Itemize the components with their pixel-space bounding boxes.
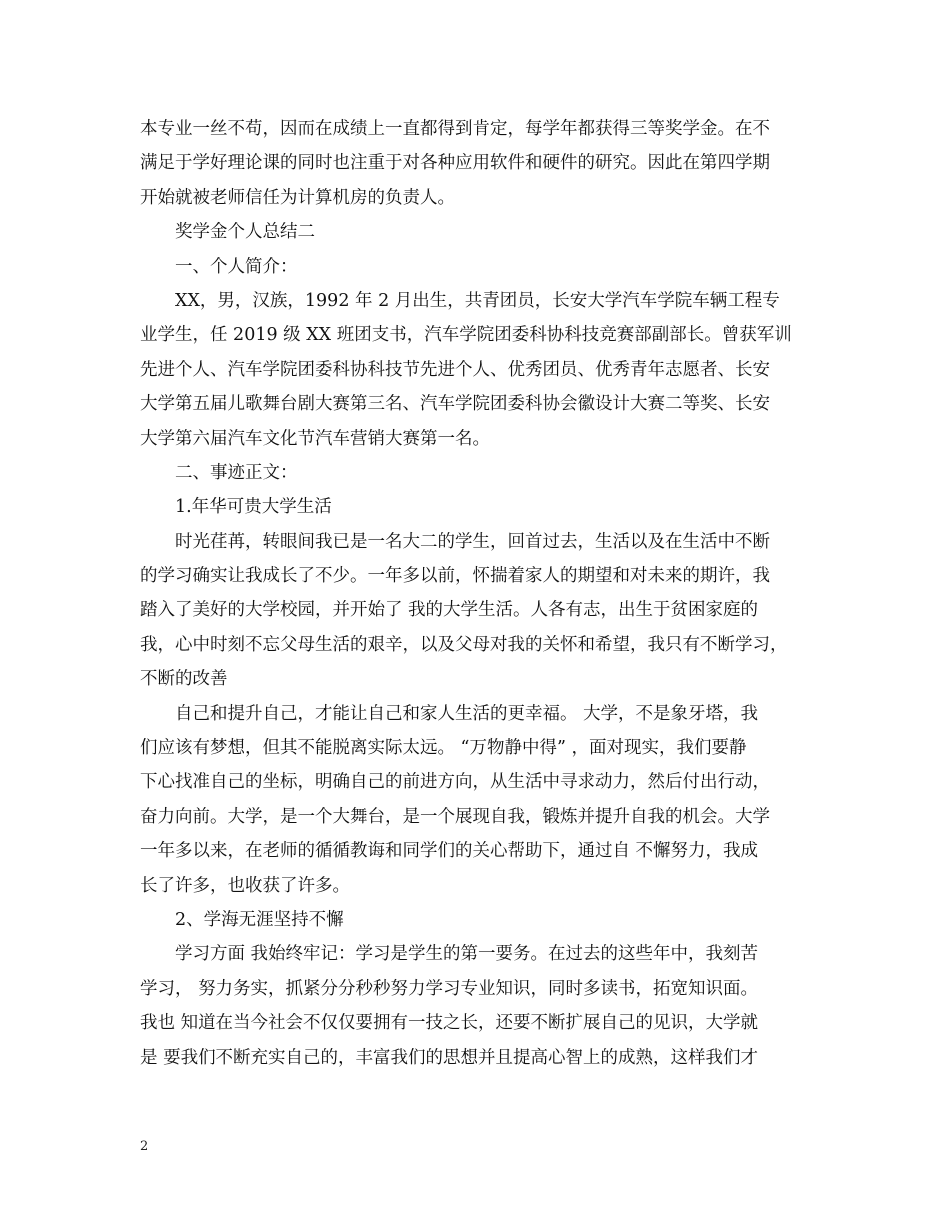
text-line: 踏入了美好的大学校园，并开始了 我的大学生活。人各有志，出生于贫困家庭的 (140, 600, 759, 621)
text-line: 奋力向前。大学，是一个大舞台，是一个展现自我，锻炼并提升自我的机会。大学 (140, 806, 770, 827)
text-line: 大学第五届儿歌舞台剧大赛第三名、汽车学院团委科协会徽设计大赛二等奖、长安 (140, 394, 770, 415)
text-line: 学习， 努力务实，抓紧分分秒秒努力学习专业知识，同时多读书，拓宽知识面。 (140, 978, 759, 999)
text-line: 1.年华可贵大学生活 (175, 497, 332, 518)
text-line: XX，男，汉族，1992 年 2 月出生，共青团员，长安大学汽车学院车辆工程专 (175, 290, 780, 311)
text-line: 是 要我们不断充实自己的，丰富我们的思想并且提高心智上的成熟，这样我们才 (140, 1047, 759, 1068)
text-line: 长了许多，也收获了许多。 (140, 875, 350, 896)
text-line: 开始就被老师信任为计算机房的负责人。 (140, 187, 455, 208)
text-line: 一年多以来，在老师的循循教诲和同学们的关心帮助下，通过自 不懈努力，我成 (140, 841, 759, 862)
text-line: 业学生，任 2019 级 XX 班团支书，汽车学院团委科协科技竞赛部副部长。曾获军训 (140, 325, 792, 346)
text-line: 下心找准自己的坐标，明确自己的前进方向，从生活中寻求动力，然后付出行动， (140, 772, 770, 793)
text-line: 先进个人、汽车学院团委科协科技节先进个人、优秀团员、优秀青年志愿者、长安 (140, 359, 770, 380)
document-body (140, 112, 812, 1075)
text-line: 时光荏苒，转眼间我已是一名大二的学生，回首过去，生活以及在生活中不断 (175, 531, 770, 552)
page-number: 2 (140, 1139, 149, 1154)
text-line: 我也 知道在当今社会不仅仅要拥有一技之长，还要不断扩展自己的见识，大学就 (140, 1013, 759, 1034)
text-line: 一、个人简介： (175, 256, 298, 277)
text-line: 的学习确实让我成长了不少。一年多以前，怀揣着家人的期望和对未来的期许，我 (140, 566, 770, 587)
text-line: 二、事迹正文： (175, 462, 298, 483)
text-line: 学习方面 我始终牢记：学习是学生的第一要务。在过去的这些年中，我刻苦 (175, 944, 759, 965)
text-line: 自己和提升自己，才能让自己和家人生活的更幸福。 大学，不是象牙塔，我 (175, 703, 759, 724)
text-line: 本专业一丝不苟，因而在成绩上一直都得到肯定，每学年都获得三等奖学金。在不 (140, 119, 770, 139)
text-line: 2、学海无涯坚持不懈 (175, 909, 344, 930)
text-line: 满足于学好理论课的同时也注重于对各种应用软件和硬件的研究。因此在第四学期 (140, 153, 770, 174)
text-line: 们应该有梦想，但其不能脱离实际太远。 “万物静中得” ，面对现实，我们要静 (140, 738, 747, 759)
text-line: 大学第六届汽车文化节汽车营销大赛第一名。 (140, 428, 490, 449)
text-line: 不断的改善 (140, 669, 228, 690)
text-line: 奖学金个人总结二 (175, 222, 315, 243)
text-line: 我，心中时刻不忘父母生活的艰辛，以及父母对我的关怀和希望，我只有不断学习， (140, 634, 788, 655)
